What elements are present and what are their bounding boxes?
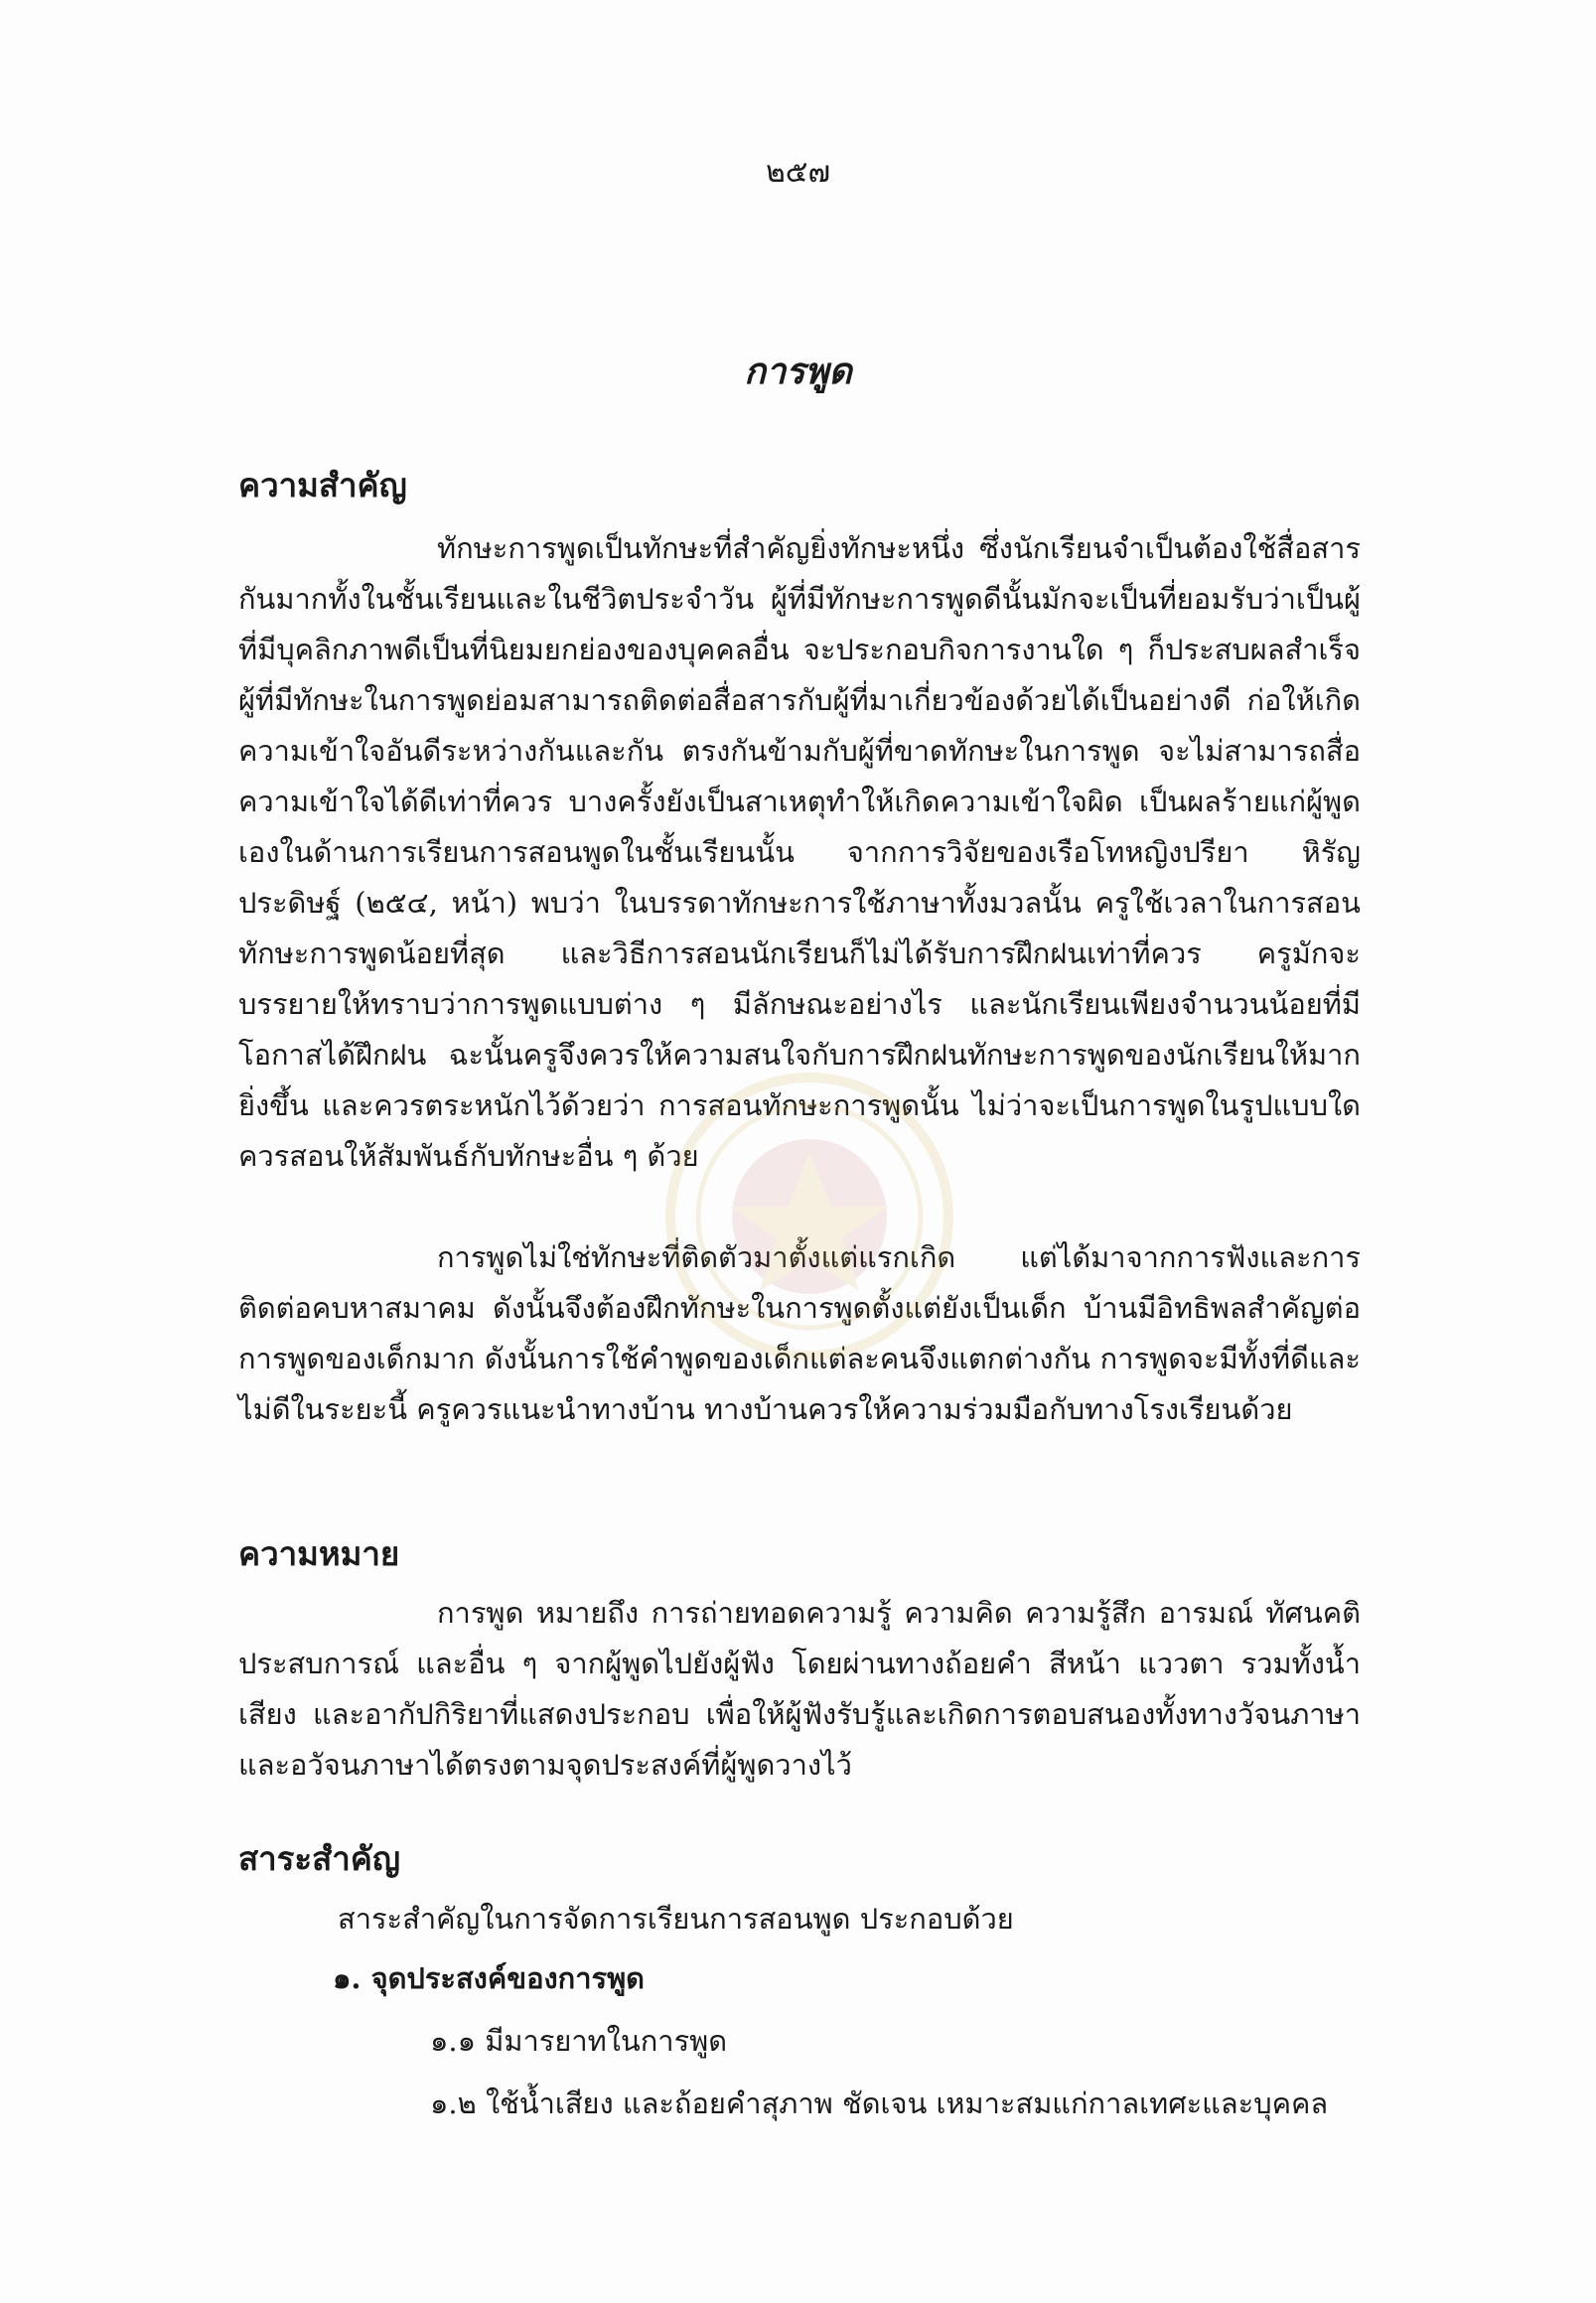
essence-list-item-1-1: ๑.๑ มีมารยาทในการพูด	[430, 2024, 728, 2058]
section-heading-essence: สาระสำคัญ	[238, 1839, 400, 1878]
essence-intro: สาระสำคัญในการจัดการเรียนการสอนพูด ประกอบด้วย	[338, 1902, 1014, 1936]
importance-paragraph-1: ทักษะการพูดเป็นทักษะที่สำคัญยิ่งทักษะหนึ่ง ซึ่งนักเรียนจำเป็นต้องใช้สื่อสารกันมากทั้งในชั้นเรียนและในชีวิตประจำวัน ผู้ที่มีทักษะการพูดดีนั้นมักจะเป็นที่ยอมรับว่าเป็นผู้ที่มีบุคลิกภาพดีเป็นที่นิยมยกย่องของบุคคลอื่น จะประกอบกิจการงานใด ๆ ก็ประสบผลสำเร็จ ผู้ที่มีทักษะในการพูดย่อมสามารถติดต่อสื่อสารกับผู้ที่มาเกี่ยวข้องด้วยได้เป็นอย่างดี ก่อให้เกิดความเข้าใจอันดีระหว่างกันและกัน ตรงกันข้ามกับผู้ที่ขาดทักษะในการพูด จะไม่สามารถสื่อความเข้าใจได้ดีเท่าที่ควร บางครั้งยังเป็นสาเหตุทำให้เกิดความเข้าใจผิด เป็นผลร้ายแก่ผู้พูดเองในด้านการเรียนการสอนพูดในชั้นเรียนนั้น จากการวิจัยของเรือโทหญิงปรียา หิรัญประดิษฐ์ (๒๕๔, หน้า) พบว่า ในบรรดาทักษะการใช้ภาษาทั้งมวลนั้น ครูใช้เวลาในการสอนทักษะการพูดน้อยที่สุด และวิธีการสอนนักเรียนก็ไม่ได้รับการฝึกฝนเท่าที่ควร ครูมักจะบรรยายให้ทราบว่าการพูดแบบต่าง ๆ มีลักษณะอย่างไร และนักเรียนเพียงจำนวนน้อยที่มีโอกาสได้ฝึกฝน ฉะนั้นครูจึงควรให้ความสนใจกับการฝึกฝนทักษะการพูดของนักเรียนให้มากยิ่งขึ้น และควรตระหนักไว้ด้วยว่า การสอนทักษะการพูดนั้น ไม่ว่าจะเป็นการพูดในรูปแบบใดควรสอนให้สัมพันธ์กับทักษะอื่น ๆ ด้วย	[238, 531, 1361, 1173]
section-heading-importance: ความสำคัญ	[238, 466, 407, 504]
essence-list-item-1: ๑. จุดประสงค์ของการพูด	[333, 1961, 646, 1995]
importance-paragraph-2: การพูดไม่ใช่ทักษะที่ติดตัวมาตั้งแต่แรกเกิด แต่ได้มาจากการฟังและการติดต่อคบหาสมาคม ดังนั้นจึงต้องฝึกทักษะในการพูดตั้งแต่ยังเป็นเด็ก บ้านมีอิทธิพลสำคัญต่อการพูดของเด็กมาก ดังนั้นการใช้คำพูดของเด็กแต่ละคนจึงแตกต่างกัน การพูดจะมีทั้งที่ดีและไม่ดีในระยะนี้ ครูควรแนะนำทางบ้าน ทางบ้านควรให้ความร่วมมือกับทางโรงเรียนด้วย	[238, 1240, 1361, 1426]
meaning-paragraph: การพูด หมายถึง การถ่ายทอดความรู้ ความคิด ความรู้สึก อารมณ์ ทัศนคติ ประสบการณ์ และอื่น ๆ จากผู้พูดไปยังผู้ฟัง โดยผ่านทางถ้อยคำ สีหน้า แววตา รวมทั้งน้ำเสียง และอากัปกิริยาที่แสดงประกอบ เพื่อให้ผู้ฟังรับรู้และเกิดการตอบสนองทั้งทางวัจนภาษาและอวัจนภาษาได้ตรงตามจุดประสงค์ที่ผู้พูดวางไว้	[238, 1596, 1362, 1782]
section-heading-meaning: ความหมาย	[238, 1534, 400, 1573]
essence-list-item-1-2: ๑.๒ ใช้น้ำเสียง และถ้อยคำสุภาพ ชัดเจน เหมาะสมแก่กาลเทศะและบุคคล	[430, 2087, 1329, 2120]
institution-seal-watermark	[660, 1068, 958, 1366]
page-title: การพูด	[744, 351, 852, 392]
page-number: ๒๕๗	[765, 155, 831, 190]
